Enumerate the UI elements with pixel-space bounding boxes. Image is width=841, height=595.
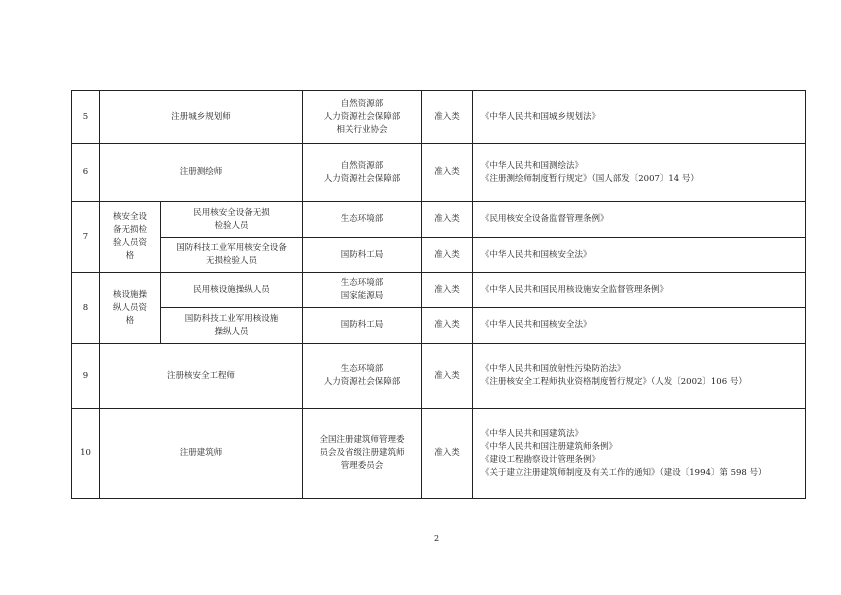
department-line: 国防科工局: [340, 249, 384, 260]
department: [303, 409, 422, 499]
legal-basis-line: 《中华人民共和国放射性污染防治法》: [481, 364, 626, 374]
qualification-group: [100, 273, 161, 344]
legal-basis-line: 《中华人民共和国测绘法》: [481, 160, 584, 171]
qualification-name-line: 民用核安全设备无损: [193, 207, 270, 218]
category: 准入类: [422, 273, 473, 308]
row-number: 5: [72, 91, 100, 144]
qualification-name: 注册测绘师: [100, 144, 303, 202]
department-line: 相关行业协会: [336, 124, 388, 135]
department: [303, 344, 422, 409]
qualification-group-line: 核安全设: [112, 212, 147, 222]
qualification-name-line: 无损检验人员: [206, 256, 258, 266]
legal-basis-line: 《中华人民共和国注册建筑师条例》: [481, 441, 618, 452]
row-number: 8: [72, 273, 100, 344]
department: [303, 308, 422, 344]
category: 准入类: [422, 144, 473, 202]
table-row: [72, 344, 806, 409]
qualification-group-line: 备无损检: [112, 225, 147, 235]
department-line: 自然资源部: [340, 98, 384, 109]
department-line: 人力资源社会保障部: [323, 173, 401, 184]
legal-basis: [473, 144, 806, 202]
qualification-group: [100, 202, 161, 273]
legal-basis: [473, 91, 806, 144]
category: 准入类: [422, 344, 473, 409]
table-row: [72, 308, 806, 344]
legal-basis: [473, 273, 806, 308]
department-line: 生态环境部: [340, 364, 384, 374]
qualification-group-line: 格: [125, 315, 135, 326]
qualification-name: 注册城乡规划师: [100, 91, 303, 144]
category: 准入类: [422, 91, 473, 144]
legal-basis-line: 《注册核安全工程师执业资格制度暂行规定》（人发〔2002〕106 号）: [481, 377, 747, 387]
table-row: [72, 238, 806, 273]
department-line: 国防科工局: [340, 320, 384, 330]
qualification-table: [71, 90, 806, 499]
legal-basis-line: 《中华人民共和国民用核设施安全监督管理条例》: [481, 284, 669, 295]
department-line: 国家能源局: [340, 291, 384, 301]
qualification-group-line: 格: [125, 251, 135, 261]
qualification-group-line: 纵人员资: [112, 302, 147, 313]
legal-basis-line: 《建设工程勘察设计管理条例》: [481, 454, 601, 465]
page-number: 2: [434, 534, 440, 543]
department: [303, 273, 422, 308]
legal-basis-line: 《中华人民共和国城乡规划法》: [481, 111, 601, 122]
table-row: [72, 273, 806, 308]
department: [303, 238, 422, 273]
qualification-name-line: 国防科技工业军用核安全设备: [176, 243, 287, 253]
legal-basis-line: 《关于建立注册建筑师制度及有关工作的通知》（建设〔1994〕第 598 号）: [481, 467, 767, 478]
qualification-name-line: 民用核设施操纵人员: [193, 284, 270, 295]
department-line: 全国注册建筑师管理委: [319, 435, 405, 445]
department-line: 员会及省级注册建筑师: [319, 448, 405, 458]
department-line: 管理委员会: [340, 461, 384, 471]
qualification-group-line: 核设施操: [112, 289, 147, 300]
legal-basis-line: 《中华人民共和国核安全法》: [481, 320, 592, 330]
qualification-name: 注册建筑师: [100, 409, 303, 499]
qualification-name: [161, 308, 303, 344]
qualification-name-line: 国防科技工业军用核设施: [184, 313, 279, 324]
qualification-name: 注册核安全工程师: [100, 344, 303, 409]
category: 准入类: [422, 202, 473, 238]
table-row: [72, 409, 806, 499]
legal-basis-line: 《中华人民共和国建筑法》: [481, 428, 584, 439]
category: 准入类: [422, 238, 473, 273]
legal-basis: [473, 202, 806, 238]
legal-basis-line: 《中华人民共和国核安全法》: [481, 249, 592, 260]
qualification-name-line: 检验人员: [214, 220, 249, 231]
legal-basis: [473, 409, 806, 499]
table-row: [72, 202, 806, 238]
table-row: [72, 91, 806, 144]
department: [303, 91, 422, 144]
department-line: 自然资源部: [340, 160, 384, 171]
department-line: 生态环境部: [340, 214, 384, 224]
legal-basis: [473, 238, 806, 273]
row-number: 6: [72, 144, 100, 202]
qualification-name: [161, 238, 303, 273]
department-line: 人力资源社会保障部: [323, 377, 401, 387]
qualification-group-line: 验人员资: [112, 238, 147, 248]
legal-basis: [473, 308, 806, 344]
department-line: 人力资源社会保障部: [323, 111, 401, 122]
table-row: [72, 144, 806, 202]
qualification-name-line: 操纵人员: [214, 326, 249, 337]
department: [303, 202, 422, 238]
qualification-name: [161, 273, 303, 308]
category: 准入类: [422, 308, 473, 344]
qualification-name: [161, 202, 303, 238]
legal-basis-line: 《民用核安全设备监督管理条例》: [481, 214, 609, 224]
department: [303, 144, 422, 202]
row-number: 7: [72, 202, 100, 273]
legal-basis-line: 《注册测绘师制度暂行规定》（国人部发〔2007〕14 号）: [481, 173, 699, 184]
row-number: 10: [72, 409, 100, 499]
category: 准入类: [422, 409, 473, 499]
row-number: 9: [72, 344, 100, 409]
department-line: 生态环境部: [340, 278, 384, 288]
legal-basis: [473, 344, 806, 409]
